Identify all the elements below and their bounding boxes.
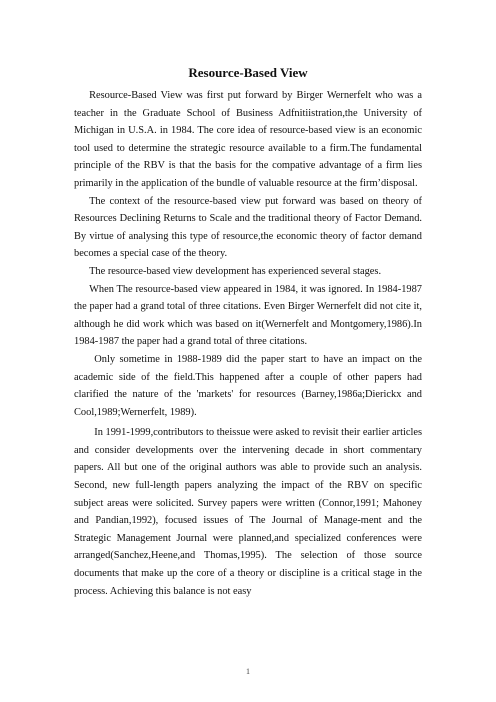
paragraph-early-reception: When The resource-based view appeared in 1984, it was ignored. In 1984-1987 the paper had a grand total of three citations. Even Birger Wernerfelt did not cite it, although he did work which was based on it(Wernerfelt and Montgomery,1986).In 1984-1987 the paper had a grand total of three citations. [74,283,422,348]
document-title: Resource-Based View [188,65,308,80]
page-number: 1 [246,667,250,676]
paragraph-later-development: In 1991-1999,contributors to theissue were asked to revisit their earlier articles and consider developments over the intervening decade in short commentary papers. All but one of the original authors was able to provide such an analysis. Second, new full-length papers analyzing the impact of the RBV on specific subject areas were solicited. Survey papers were written (Connor,1991; Mahoney and Pandian,1992), focused issues of The Journal of Manage-ment and the Strategic Management Journal were planned,and specialized conferences were arranged(Sanchez,Heene,and Thomas,1995). The selection of those source documents that make up the core of a theory or discipline is a critical stage in the process. Achieving this balance is not easy [74,427,422,597]
paragraph-academic-impact: Only sometime in 1988-1989 did the paper start to have an impact on the academic side of the field.This happened after a couple of other papers had clarified the nature of the 'markets' for resources (Barney,1986a;Dierickx and Cool,1989;Wernerfelt, 1989). [74,353,422,418]
document-body [74,87,422,600]
paragraph-stages: The resource-based view development has experienced several stages. [89,265,382,277]
paragraph-introduction: Resource-Based View was first put forward by Birger Wernerfelt who was a teacher in the Graduate School of Business Adfnitiistration,the University of Michigan in U.S.A. in 1984. The core idea of resource-based view is an economic tool used to determine the strategic resource available to a firm.The fundamental principle of the RBV is that the basis for the compative advantage of a firm lies primarily in the application of the bundle of valuable resource at the firm’disposal. [74,90,422,189]
paragraph-context: The context of the resource-based view put forward was based on theory of Resources Declining Returns to Scale and the traditional theory of Factor Demand. By virtue of analysing this type of resource,the economic theory of factor demand becomes a special case of the theory. [74,195,422,260]
